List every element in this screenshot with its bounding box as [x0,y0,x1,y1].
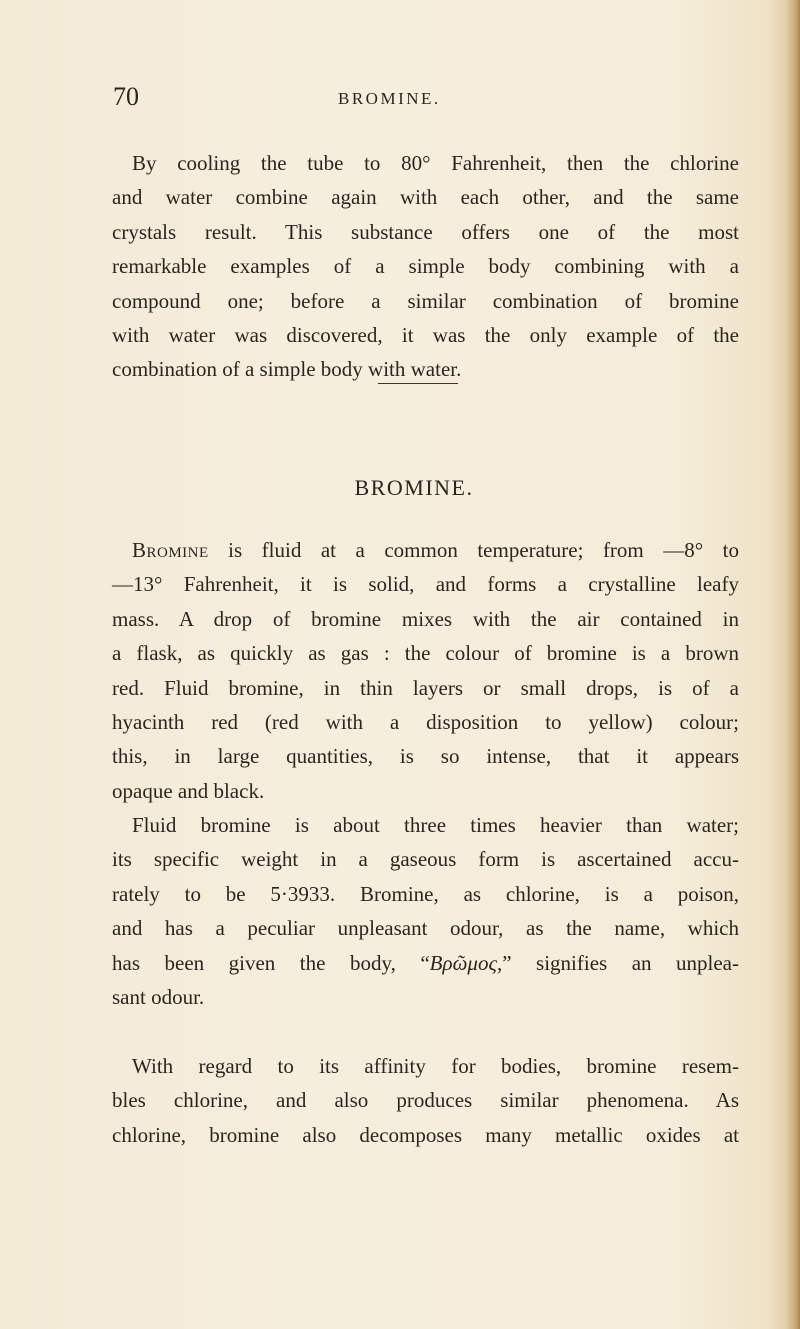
text-line: crystals result. This substance offers one of the most [112,219,739,244]
text-line: rately to be 5·3933. Bromine, as chlorine, is a poison, [112,881,739,906]
text-line: mass. A drop of bromine mixes with the air contained in [112,606,739,631]
text-line: this, in large quantities, is so intense, that it appears [112,744,739,769]
text-line: and water combine again with each other, and the same [112,185,739,210]
text-line: a flask, as quickly as gas : the colour of bromine is a brown [112,641,739,666]
text-line: remarkable examples of a simple body combining with a [112,254,739,279]
text-line [112,946,739,980]
text-line: —13° Fahrenheit, it is solid, and forms a crystalline leafy [112,572,739,597]
section-divider-rule [378,383,458,384]
text-line: With regard to its affinity for bodies, bromine resem- [132,1054,739,1078]
section-heading: BROMINE. [354,475,474,500]
text-line: hyacinth red (red with a disposition to yellow) colour; [112,710,739,735]
paragraph-bromine-affinity [112,1049,739,1152]
lead-word: Bromine [132,538,209,562]
paragraph-chlorine-water [112,146,739,387]
text-line: chlorine, bromine also decomposes many metallic oxides at [112,1122,739,1147]
text-fragment: is fluid at a common temperature; from —8° to [208,538,739,562]
text-line: sant odour. [112,985,205,1010]
text-line: with water was discovered, it was the only example of the [112,323,739,348]
text-fragment: has been given the body, “ [112,950,430,975]
text-line: compound one; before a similar combination of bromine [112,288,739,313]
text-line: By cooling the tube to 80° Fahrenheit, then the chlorine [132,151,739,175]
text-line: Fluid bromine is about three times heavier than water; [132,813,739,837]
greek-word: Βρῶμος, [429,950,503,975]
running-head [0,82,800,116]
text-line: bles chlorine, and also produces similar phenomena. As [112,1088,739,1113]
paragraph-bromine-properties [112,533,739,808]
text-line: its specific weight in a gaseous form is ascertained accu- [112,847,739,872]
text-line [112,533,739,567]
running-title: BROMINE. [338,89,441,108]
text-line: red. Fluid bromine, in thin layers or small drops, is of a [112,675,739,700]
page-number: 70 [113,82,139,111]
text-line: and has a peculiar unpleasant odour, as the name, which [112,916,739,941]
text-fragment: ” signifies an unplea- [502,950,739,975]
text-line: opaque and black. [112,778,265,803]
page-edge-shadow [786,0,800,1329]
text-line: combination of a simple body with water. [112,357,462,382]
paragraph-bromine-weight [112,808,739,1014]
